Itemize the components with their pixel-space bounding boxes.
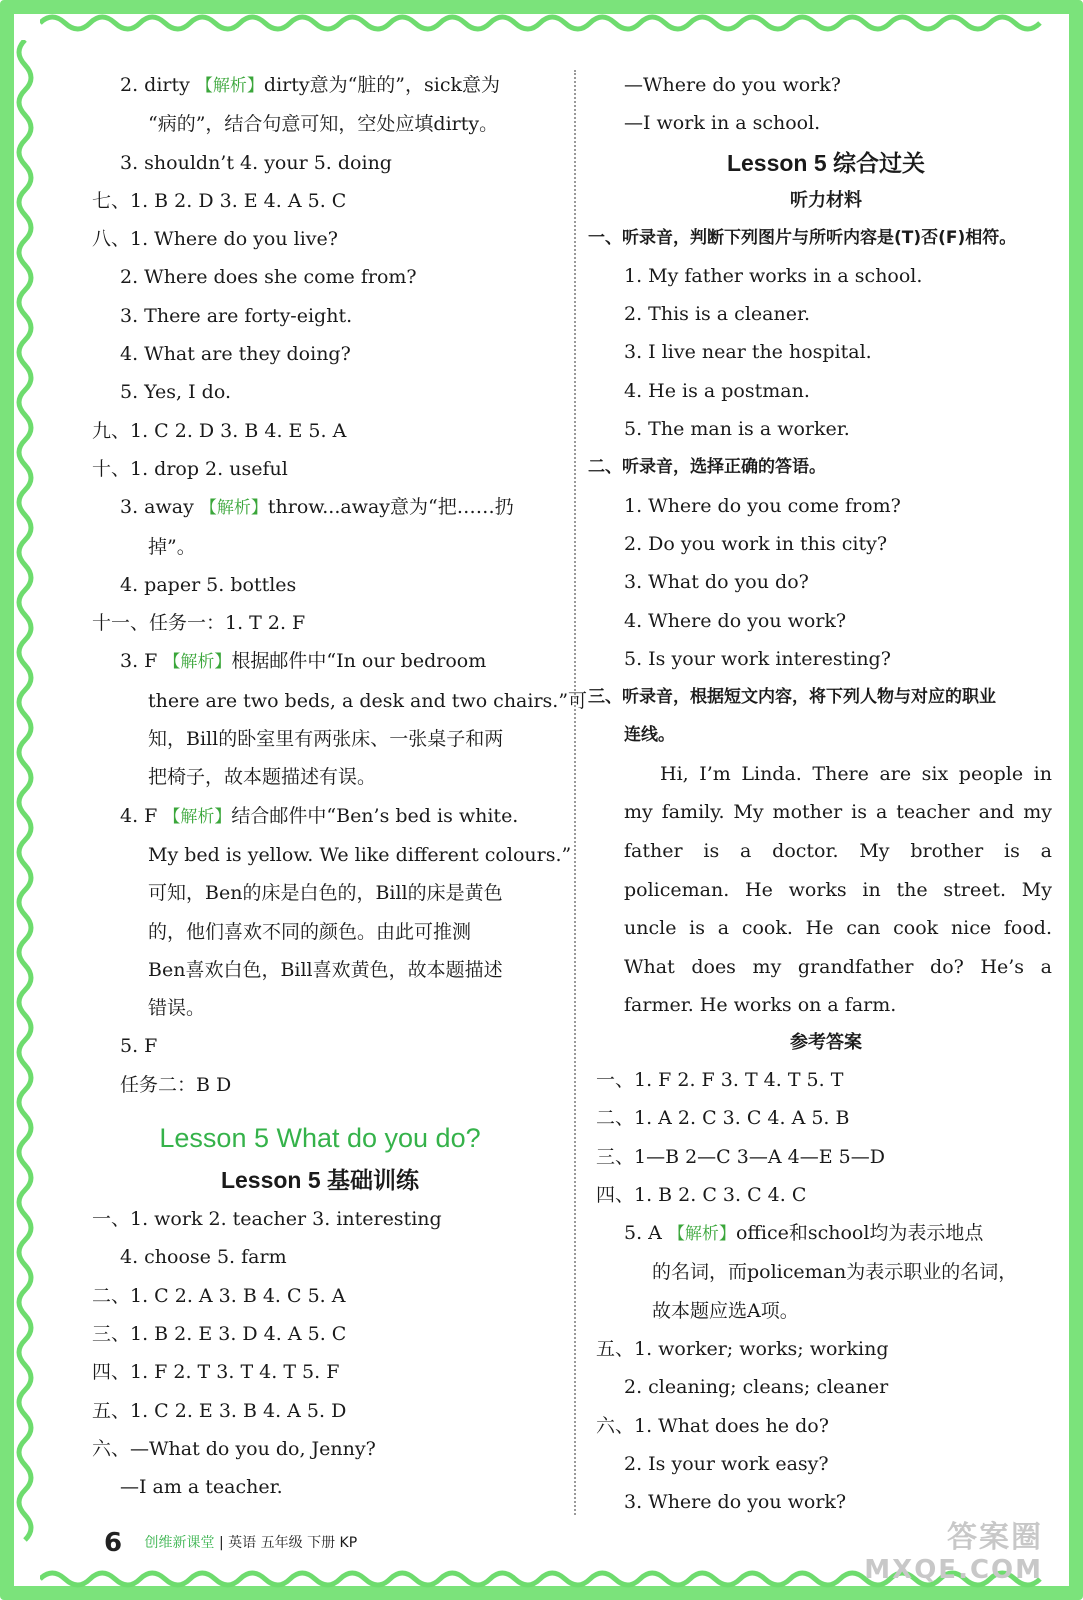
analysis-tag: 【解析】 [199,498,268,519]
answer-text: 可知，Ben的床是白色的，Bill的床是黄色 [148,882,503,905]
ref-answer-line [596,1368,1056,1406]
answer-text: 4. What are they doing? [120,343,351,366]
answer-text: Ben喜欢白色，Bill喜欢黄色，故本题描述 [148,958,503,981]
left-answer-line [92,951,548,989]
answer-text: 3. shouldn’t 4. your 5. doing [120,151,392,174]
section-title-review: Lesson 5 综合过关 [726,149,926,176]
answer-text: 七、1. B 2. D 3. E 4. A 5. C [92,189,347,212]
answer-text: there are two beds, a desk and two chairs.”可 [148,689,588,712]
left-answer-line [92,335,548,373]
left-answer-line [92,682,588,720]
answer-text: 十、1. drop 2. useful [92,457,288,480]
answer-text: 五、1. C 2. E 3. B 4. A 5. D [92,1399,347,1422]
q2-item: 4. Where do you work? [624,609,847,632]
left-answer-line [92,258,548,296]
left-answer-line [92,412,548,450]
answer-text: 4. F [120,804,164,827]
answer-text: —Where do you work? [624,74,841,96]
answer-text: 掉”。 [148,535,196,558]
answer-text: 一、1. work 2. teacher 3. interesting [92,1208,442,1231]
left-answer-line [92,874,548,912]
page-footer [104,1528,357,1558]
question-2-heading: 二、听录音，选择正确的答语。 [588,457,826,478]
ref-answer-line [596,1061,1056,1099]
q1-item: 1. My father works in a school. [624,264,923,287]
answer-text: 知，Bill的卧室里有两张床、一张桌子和两 [148,728,504,751]
section-title-basic: Lesson 5 基础训练 [220,1167,420,1194]
dialogue-line [596,104,1056,142]
answer-text: 4. paper 5. bottles [120,573,297,596]
answer-text: 二、1. C 2. A 3. B 4. C 5. A [92,1284,346,1307]
left-answer-line [92,604,548,642]
analysis-text: office和school均为表示地点 [735,1222,984,1245]
analysis-tag: 【解析】 [195,76,264,96]
answer-text: 六、—What do you do, Jenny? [92,1437,376,1460]
ref-answer-line [596,1407,1056,1445]
book-info: | 英语 五年级 下册 KP [219,1535,358,1551]
reference-answers [596,1061,1056,1522]
basic-answer-line [92,1277,548,1315]
left-answer-line [92,373,548,411]
q2-item: 3. What do you do? [624,571,809,594]
left-answer-line [92,220,548,258]
listening-material-heading: 听力材料 [790,189,862,211]
answer-text: 故本题应选A项。 [652,1299,799,1322]
q1-item: 4. He is a postman. [624,379,810,402]
left-answer-line [92,66,548,105]
left-answer-line [92,105,548,143]
answer-text: 2. dirty [120,74,196,96]
ref-answer-line [596,1253,1056,1291]
brand-name: 创维新课堂 [144,1535,215,1551]
ref-answer-line [596,1330,1056,1368]
watermark-logo-text: 答案圈 [947,1520,1043,1555]
analysis-text: 根据邮件中“In our bedroom [231,650,487,673]
left-answer-line [92,528,548,566]
answer-text: 八、1. Where do you live? [92,228,338,251]
basic-answer-line [92,1200,548,1238]
analysis-tag: 【解析】 [163,652,232,673]
left-answer-line [92,797,548,836]
answer-text: 3. There are forty-eight. [120,304,353,327]
question-1-heading: 一、听录音，判断下列图片与所听内容是(T)否(F)相符。 [588,227,1017,248]
answer-text: 2. Is your work easy? [624,1452,829,1475]
answer-text: 一、1. F 2. F 3. T 4. T 5. T [596,1068,844,1091]
q2-item: 2. Do you work in this city? [624,532,888,555]
answer-text: 的，他们喜欢不同的颜色。由此可推测 [148,920,472,943]
left-answer-line [92,642,548,681]
q1-item: 3. I live near the hospital. [624,341,872,364]
answer-text: 4. choose 5. farm [120,1246,287,1269]
basic-answer-line [92,1315,548,1353]
answer-text: 任务二：B D [120,1073,232,1096]
answer-text: 5. A [624,1222,668,1245]
lesson-title: Lesson 5 What do you do? [159,1123,481,1154]
answer-text: 三、1. B 2. E 3. D 4. A 5. C [92,1322,347,1345]
q2-item: 5. Is your work interesting? [624,647,891,670]
question-2-items [596,487,1056,678]
left-answer-line [92,758,548,796]
answer-text: 四、1. B 2. C 3. C 4. C [596,1183,807,1206]
question-3-heading-cont: 连线。 [624,725,675,746]
reference-answers-heading: 参考答案 [790,1031,862,1053]
analysis-tag: 【解析】 [667,1224,736,1245]
dialogue-line [596,66,1056,104]
q1-item: 2. This is a cleaner. [624,303,810,326]
analysis-text: dirty意为“脏的”，sick意为 [263,74,501,96]
answer-text: 三、1—B 2—C 3—A 4—E 5—D [596,1145,885,1168]
left-answer-line [92,488,548,527]
answer-text: 3. away [120,496,200,519]
answer-text: 2. cleaning; cleans; cleaner [624,1376,889,1399]
ref-answer-line [596,1292,1056,1330]
left-answer-line [92,1027,548,1065]
watermark [864,1512,1043,1584]
decorative-wave-left [10,40,40,1560]
answer-text: My bed is yellow. We like different colours.” [148,843,572,866]
dialogue-continuation [596,66,1056,143]
answer-text: 错误。 [148,997,206,1020]
answer-text: 的名词，而policeman为表示职业的名词， [652,1261,1018,1284]
answer-text: 六、1. What does he do? [596,1414,829,1437]
question-1-items [596,257,1056,448]
watermark-url: MXQE.COM [864,1555,1043,1585]
left-answer-list [92,66,588,1104]
answer-text: 把椅子，故本题描述有误。 [148,766,377,789]
answer-text: 3. Where do you work? [624,1491,847,1514]
analysis-text: throw...away意为“把……扔 [267,496,514,519]
answer-text: 5. Yes, I do. [120,381,231,404]
basic-answer-line [92,1468,548,1506]
left-answer-line [92,989,548,1027]
basic-training-answers [92,1200,548,1506]
left-answer-line [92,144,548,182]
analysis-text: 结合邮件中“Ben’s bed is white. [231,804,519,827]
ref-answer-line [596,1176,1056,1214]
left-answer-line [92,720,548,758]
left-answer-line [92,182,548,220]
answer-text: 二、1. A 2. C 3. C 4. A 5. B [596,1107,850,1130]
basic-answer-line [92,1238,548,1276]
left-column [92,66,588,1506]
left-answer-line [92,566,548,604]
answer-text: 2. Where does she come from? [120,266,417,289]
question-3-heading: 三、听录音，根据短文内容，将下列人物与对应的职业 [588,687,996,708]
answer-text: 五、1. worker; works; working [596,1337,889,1360]
left-answer-line [92,297,548,335]
ref-answer-line [596,1214,1056,1253]
right-column [588,66,1056,1521]
ref-answer-line [596,1099,1056,1137]
left-answer-line [92,450,548,488]
column-divider [574,70,576,1515]
ref-answer-line [596,1445,1056,1483]
left-answer-line [92,1066,548,1104]
answer-text: “病的”，结合句意可知，空处应填dirty。 [148,113,499,136]
analysis-tag: 【解析】 [163,806,232,827]
left-answer-line [92,913,548,951]
ref-answer-line [596,1138,1056,1176]
decorative-wave-top [40,8,1050,38]
basic-answer-line [92,1392,548,1430]
answer-text: 3. F [120,650,164,673]
listening-passage: Hi, I’m Linda. There are six people in my family. My mother is a teacher and my father is a doctor. My brother is a policeman. He works in the street. My uncle is a cook. He can cook nice food. What does my grandfather do? He’s a farmer. He works on a farm. [624,762,1052,1017]
q1-item: 5. The man is a worker. [624,418,850,441]
q2-item: 1. Where do you come from? [624,494,901,517]
answer-text: —I work in a school. [624,112,821,135]
answer-text: 5. F [120,1035,158,1058]
answer-text: 四、1. F 2. T 3. T 4. T 5. F [92,1361,340,1384]
basic-answer-line [92,1430,548,1468]
answer-text: —I am a teacher. [120,1476,283,1499]
left-answer-line [92,836,572,874]
basic-answer-line [92,1353,548,1391]
answer-text: 十一、任务一：1. T 2. F [92,612,306,635]
answer-text: 九、1. C 2. D 3. B 4. E 5. A [92,419,347,442]
page-number: 6 [104,1528,123,1558]
